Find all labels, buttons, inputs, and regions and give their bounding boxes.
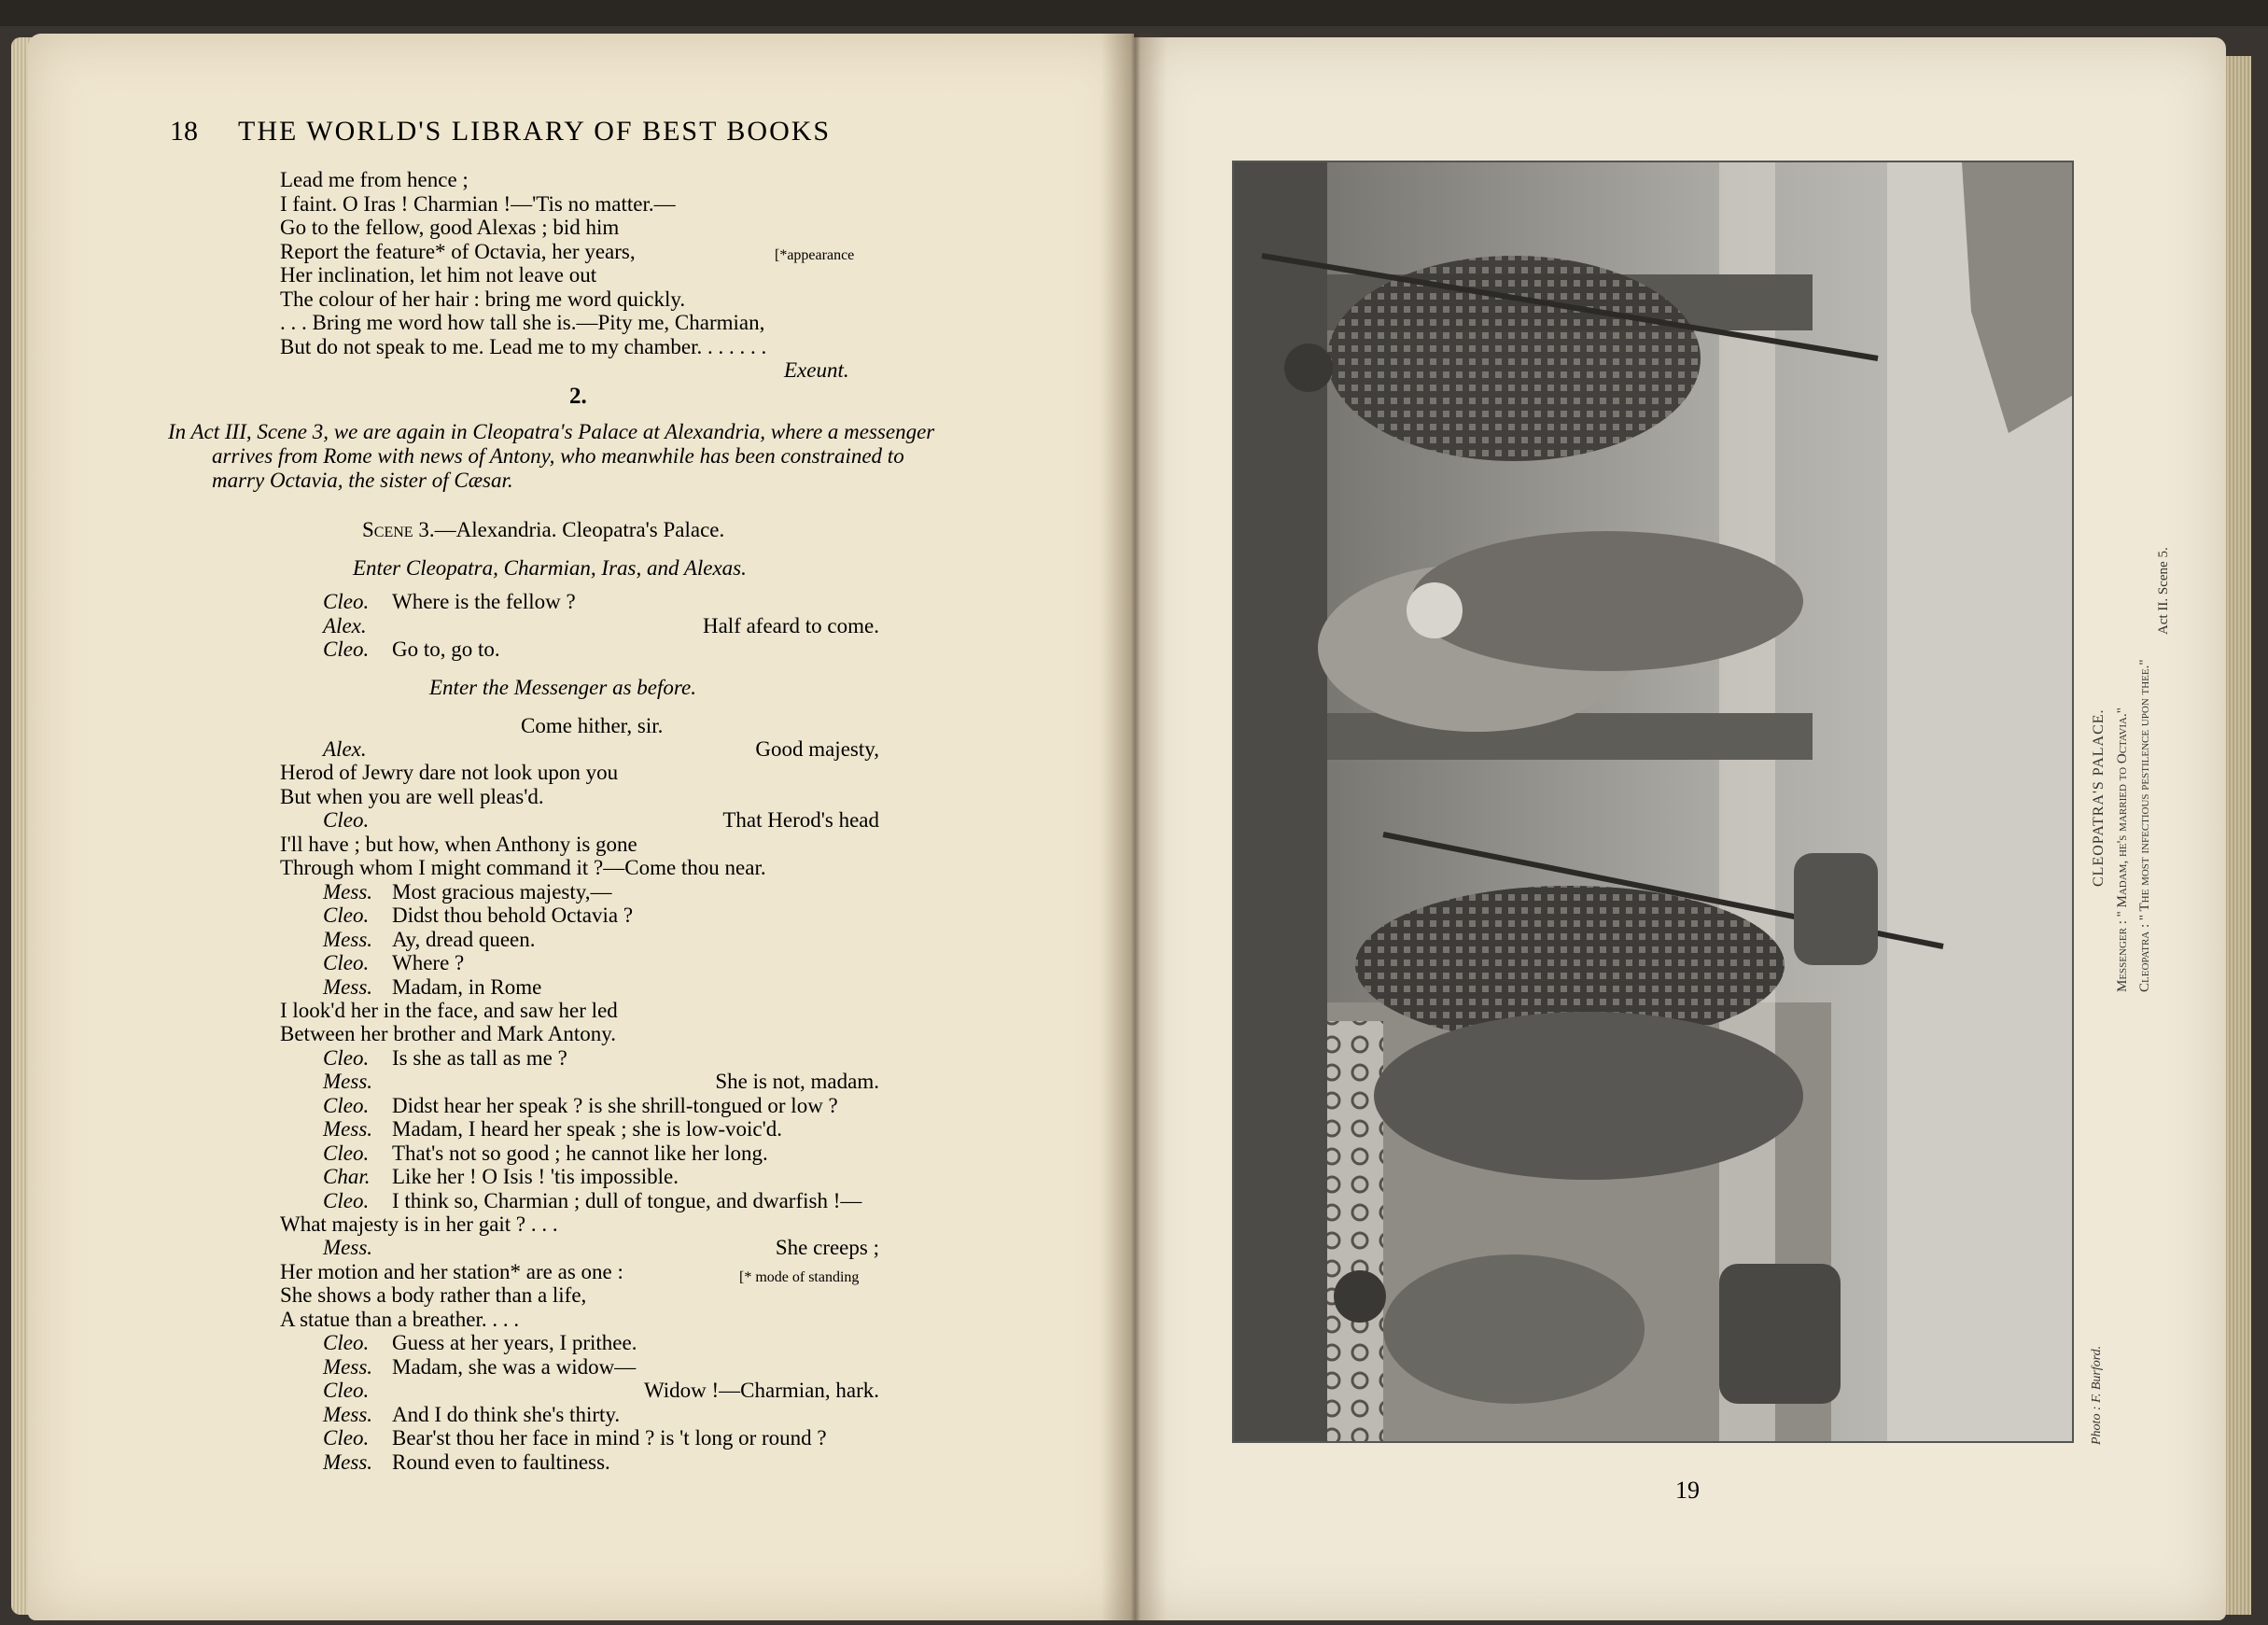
speaker-label: Mess. (323, 927, 373, 951)
dialogue-line: Madam, in Rome (392, 974, 542, 999)
speaker-label: Cleo. (323, 808, 370, 833)
dialogue-line: I think so, Charmian ; dull of tongue, and dwarfish !— (392, 1188, 862, 1212)
speaker-label: Cleo. (323, 1093, 370, 1117)
speaker-label: Cleo. (323, 951, 370, 975)
speaker-label: Mess. (323, 1402, 373, 1426)
photo-plate (1232, 161, 2074, 1443)
speaker-label: Cleo. (323, 1045, 370, 1070)
footnote-standing: [* mode of standing (739, 1269, 860, 1285)
page-edges-right (2223, 56, 2251, 1615)
footnote-appearance: [*appearance (775, 247, 855, 263)
dialogue-line-continuation: She creeps ; (775, 1236, 879, 1260)
dialogue-line: Round even to faultiness. (392, 1450, 610, 1474)
stage-direction-enter-1: Enter Cleopatra, Charmian, Iras, and Alexas. (353, 556, 747, 580)
figure-seated-woman (1383, 1254, 1645, 1404)
speaker-label: Cleo. (323, 590, 370, 613)
speaker-label: Cleo. (323, 1379, 370, 1403)
plate-image (1234, 162, 2072, 1441)
speaker-label: Char. (323, 1165, 371, 1189)
verse-line: Lead me from hence ; (280, 168, 469, 191)
dialogue-line: Between her brother and Mark Antony. (280, 1022, 617, 1046)
dialogue-line: Go to, go to. (392, 637, 500, 661)
dialogue-line-continuation: Widow !—Charmian, hark. (643, 1379, 879, 1403)
dialogue-line: Ay, dread queen. (392, 927, 536, 951)
dialogue-line: I look'd her in the face, and saw her led (280, 998, 618, 1022)
speaker-label: Alex. (323, 613, 367, 637)
verse-line: . . . Bring me word how tall she is.—Pity me, Charmian, (280, 311, 765, 334)
speaker-label: Cleo. (323, 1141, 370, 1165)
running-head: THE WORLD'S LIBRARY OF BEST BOOKS (238, 116, 832, 147)
speaker-label: Cleo. (323, 1188, 370, 1212)
figure-messenger (1411, 531, 1803, 671)
dialogue-line: Guess at her years, I prithee. (392, 1331, 637, 1355)
figure-guard-top (1327, 256, 1701, 461)
dialogue-line: But when you are well pleas'd. (280, 784, 544, 808)
dialogue-line: She shows a body rather than a life, (280, 1283, 587, 1308)
verse-line: The colour of her hair : bring me word quickly. (280, 287, 686, 311)
page-number-left: 18 (170, 116, 198, 147)
dialogue-line: Herod of Jewry dare not look upon you (280, 761, 619, 785)
scene-heading (362, 518, 724, 541)
dialogue-line: Madam, she was a widow— (392, 1354, 637, 1379)
speaker-label: Cleo. (323, 904, 370, 928)
caption-act-scene: Act II. Scene 5. (2156, 547, 2171, 635)
dialogue-line-continuation: Half afeard to come. (702, 613, 879, 637)
dialogue-line: Bear'st thou her face in mind ? is 't long or round ? (392, 1426, 827, 1450)
dialogue-line: Madam, I heard her speak ; she is low-voic'd. (392, 1117, 783, 1142)
dialogue-line: Most gracious majesty,— (392, 879, 612, 904)
stage-direction-exeunt: Exeunt. (784, 358, 849, 382)
verse-line: Go to the fellow, good Alexas ; bid him (280, 216, 620, 239)
verse-line: But do not speak to me. Lead me to my chamber. . . . . . . (280, 334, 767, 358)
dialogue-line: Her motion and her station* are as one : (280, 1259, 623, 1283)
caption-line-2: Cleopatra : " The most infectious pestilence upon thee." (2137, 659, 2152, 992)
speaker-label: Mess. (323, 1450, 373, 1474)
speaker-label: Mess. (323, 1070, 373, 1094)
dialogue-line: Where ? (392, 951, 465, 975)
dialogue-line: Didst thou behold Octavia ? (392, 904, 634, 928)
verse-line: Her inclination, let him not leave out (280, 263, 597, 287)
dialogue-line: Like her ! O Isis ! 'tis impossible. (392, 1165, 679, 1189)
intro-line-1: In Act III, Scene 3, we are again in Cleopatra's Palace at Alexandria, where a messenger (168, 420, 935, 443)
photo-credit: Photo : F. Burford. (2090, 1345, 2104, 1445)
dialogue-line: Didst hear her speak ? is she shrill-tongued or low ? (392, 1093, 838, 1117)
verse-line: Report the feature* of Octavia, her years, (280, 239, 636, 263)
line-come-hither: Come hither, sir. (521, 714, 664, 737)
caption-title: CLEOPATRA'S PALACE. (2091, 708, 2107, 887)
dialogue-line-continuation: That Herod's head (722, 808, 879, 833)
dialogue-line: Through whom I might command it ?—Come thou near. (280, 856, 766, 880)
dialogue-line: Is she as tall as me ? (392, 1045, 567, 1070)
caption-line-1: Messenger : " Madam, he's married to Octavia." (2115, 707, 2130, 992)
speaker-label: Alex. (323, 737, 367, 761)
dialogue-line-continuation: Good majesty, (755, 737, 879, 761)
scene-label: Scene (362, 518, 413, 541)
speaker-label: Cleo. (323, 637, 370, 661)
dialogue-line: A statue than a breather. . . . (280, 1307, 520, 1331)
verse-line: I faint. O Iras ! Charmian !—'Tis no matter.— (280, 191, 676, 216)
section-number: 2. (569, 384, 587, 409)
book-gutter (1101, 34, 1167, 1620)
intro-line-2: arrives from Rome with news of Antony, who meanwhile has been constrained to (212, 444, 904, 468)
speaker-label: Cleo. (323, 1331, 370, 1355)
dialogue-line: And I do think she's thirty. (392, 1402, 621, 1426)
dialogue-line: That's not so good ; he cannot like her long. (392, 1141, 768, 1165)
speaker-label: Mess. (323, 1354, 373, 1379)
page-number-right: 19 (1675, 1477, 1700, 1504)
speaker-label: Cleo. (323, 1426, 370, 1450)
dialogue-line-continuation: She is not, madam. (715, 1070, 879, 1094)
speaker-label: Mess. (323, 1117, 373, 1142)
figure-attendant (1374, 1012, 1803, 1180)
speaker-label: Mess. (323, 879, 373, 904)
scene-heading-text: 3.—Alexandria. Cleopatra's Palace. (418, 518, 725, 541)
speaker-label: Mess. (323, 1236, 373, 1260)
dialogue-line: Where is the fellow ? (392, 590, 576, 613)
stage-direction-enter-2: Enter the Messenger as before. (429, 676, 696, 699)
dialogue-line: What majesty is in her gait ? . . . (280, 1212, 558, 1236)
dialogue-line: I'll have ; but how, when Anthony is gone (280, 832, 637, 856)
intro-line-3: marry Octavia, the sister of Cæsar. (212, 469, 513, 492)
speaker-label: Mess. (323, 974, 373, 999)
